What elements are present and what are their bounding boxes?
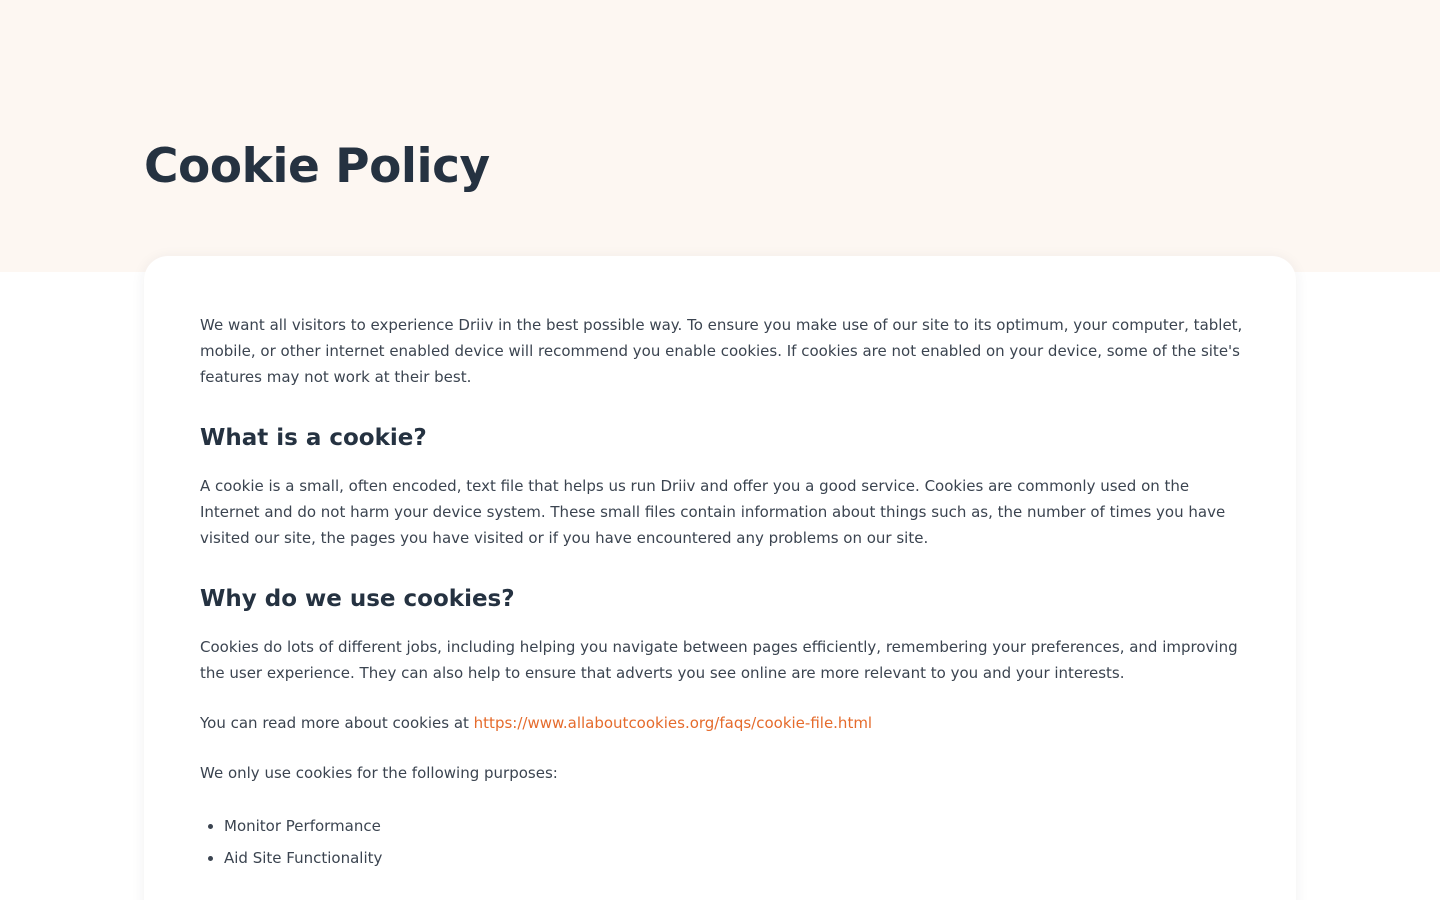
purpose-list bbox=[200, 810, 1240, 874]
purposes-intro: We only use cookies for the following purposes: bbox=[200, 764, 558, 782]
what-is-cookie-paragraph: A cookie is a small, often encoded, text file that helps us run Driiv and offer you a good service. Cookies are commonly used on the Internet and do not harm your device system. These small files contain information about things such as, the number of times you have visited our site, the pages you have visited or if you have encountered any problems on our site. bbox=[200, 477, 1226, 547]
read-more-prefix: You can read more about cookies at bbox=[200, 714, 474, 732]
intro-paragraph: We want all visitors to experience Driiv in the best possible way. To ensure you make use of our site to its optimum, your computer, tablet, mobile, or other internet enabled device will recommend you enable cookies. If cookies are not enabled on your device, some of the site's features may not work at their best. bbox=[200, 316, 1243, 386]
read-more-paragraph bbox=[200, 710, 1250, 736]
section-heading-why-use-cookies: Why do we use cookies? bbox=[200, 586, 515, 612]
policy-content-card bbox=[144, 256, 1296, 900]
allaboutcookies-link[interactable]: https://www.allaboutcookies.org/faqs/cookie-file.html bbox=[473, 714, 873, 732]
section-heading-what-is-cookie: What is a cookie? bbox=[200, 425, 427, 451]
page-title: Cookie Policy bbox=[144, 139, 490, 194]
list-item: • Monitor Performance bbox=[224, 810, 1240, 842]
why-use-cookies-paragraph: Cookies do lots of different jobs, including helping you navigate between pages efficiently, remembering your preferences, and improving the user experience. They can also help to ensure that adverts you see online are more relevant to you and your interests. bbox=[200, 638, 1238, 682]
list-item: • Aid Site Functionality bbox=[224, 842, 1240, 874]
